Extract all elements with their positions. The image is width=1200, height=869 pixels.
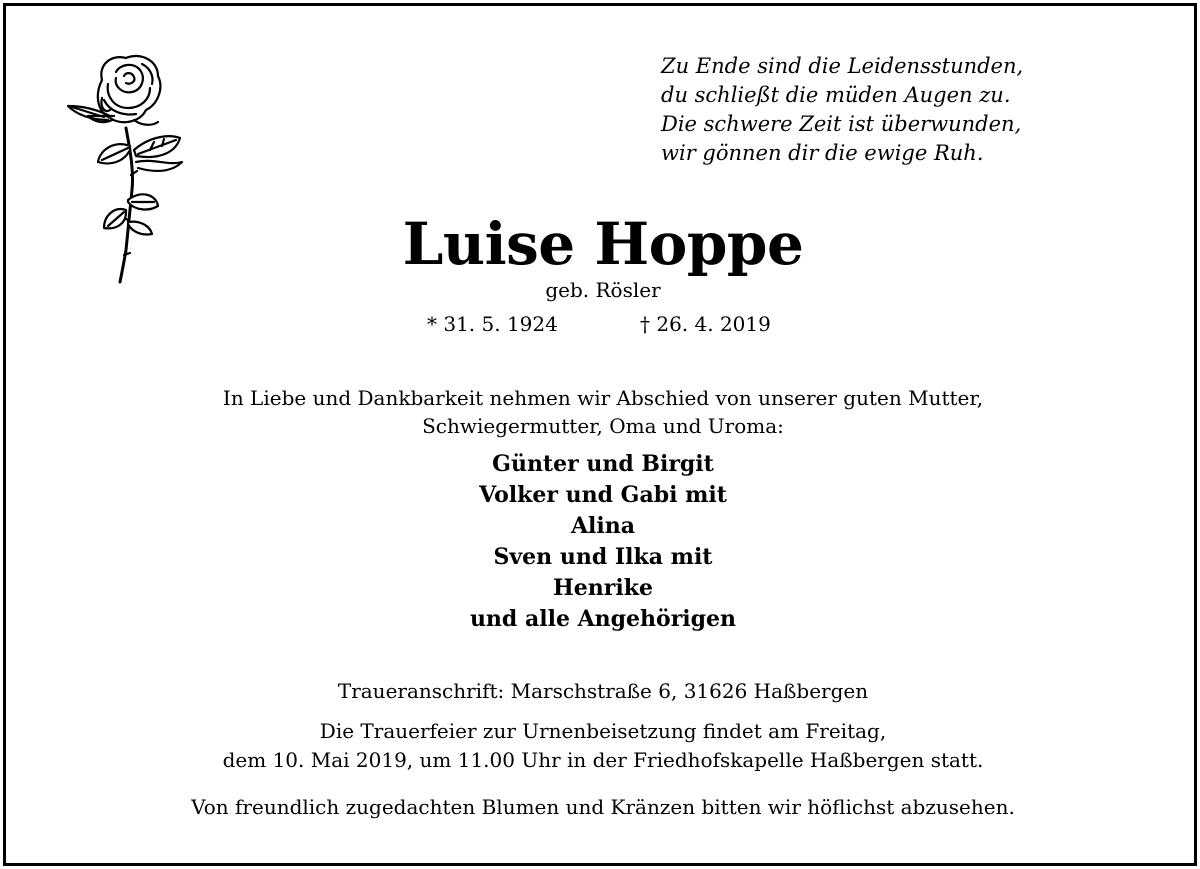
poem-line: Die schwere Zeit ist überwunden,	[661, 112, 1022, 136]
service-line: dem 10. Mai 2019, um 11.00 Uhr in der Friedhofskapelle Haßbergen statt.	[222, 748, 984, 772]
poem-line: Zu Ende sind die Leidensstunden,	[661, 54, 1024, 78]
death-date: † 26. 4. 2019	[640, 312, 771, 336]
deceased-name: Luise Hoppe	[402, 210, 804, 278]
mourner: Alina	[570, 513, 636, 539]
intro-line: In Liebe und Dankbarkeit nehmen wir Abschied von unserer guten Mutter,	[222, 386, 984, 410]
birth-date: * 31. 5. 1924	[427, 312, 558, 336]
service-line: Die Trauerfeier zur Urnenbeisetzung findet am Freitag,	[319, 719, 887, 743]
funeral-service-info	[6, 717, 1200, 775]
mourner: und alle Angehörigen	[469, 606, 737, 632]
mourner: Volker und Gabi mit	[479, 482, 727, 508]
obituary-notice	[3, 3, 1197, 866]
mourner: Henrike	[553, 575, 653, 601]
farewell-intro	[6, 384, 1200, 440]
flowers-note: Von freundlich zugedachten Blumen und Kränzen bitten wir höflichst abzusehen.	[191, 795, 1015, 819]
mourner: Günter und Birgit	[492, 451, 714, 477]
poem	[661, 52, 1141, 168]
mourning-address: Traueranschrift: Marschstraße 6, 31626 Haßbergen	[337, 679, 869, 703]
poem-line: du schließt die müden Augen zu.	[661, 83, 1011, 107]
intro-line: Schwiegermutter, Oma und Uroma:	[422, 414, 784, 438]
mourners-list	[6, 449, 1200, 635]
poem-line: wir gönnen dir die ewige Ruh.	[661, 141, 984, 165]
birth-name: geb. Rösler	[545, 278, 661, 302]
mourner: Sven und Ilka mit	[493, 544, 713, 570]
